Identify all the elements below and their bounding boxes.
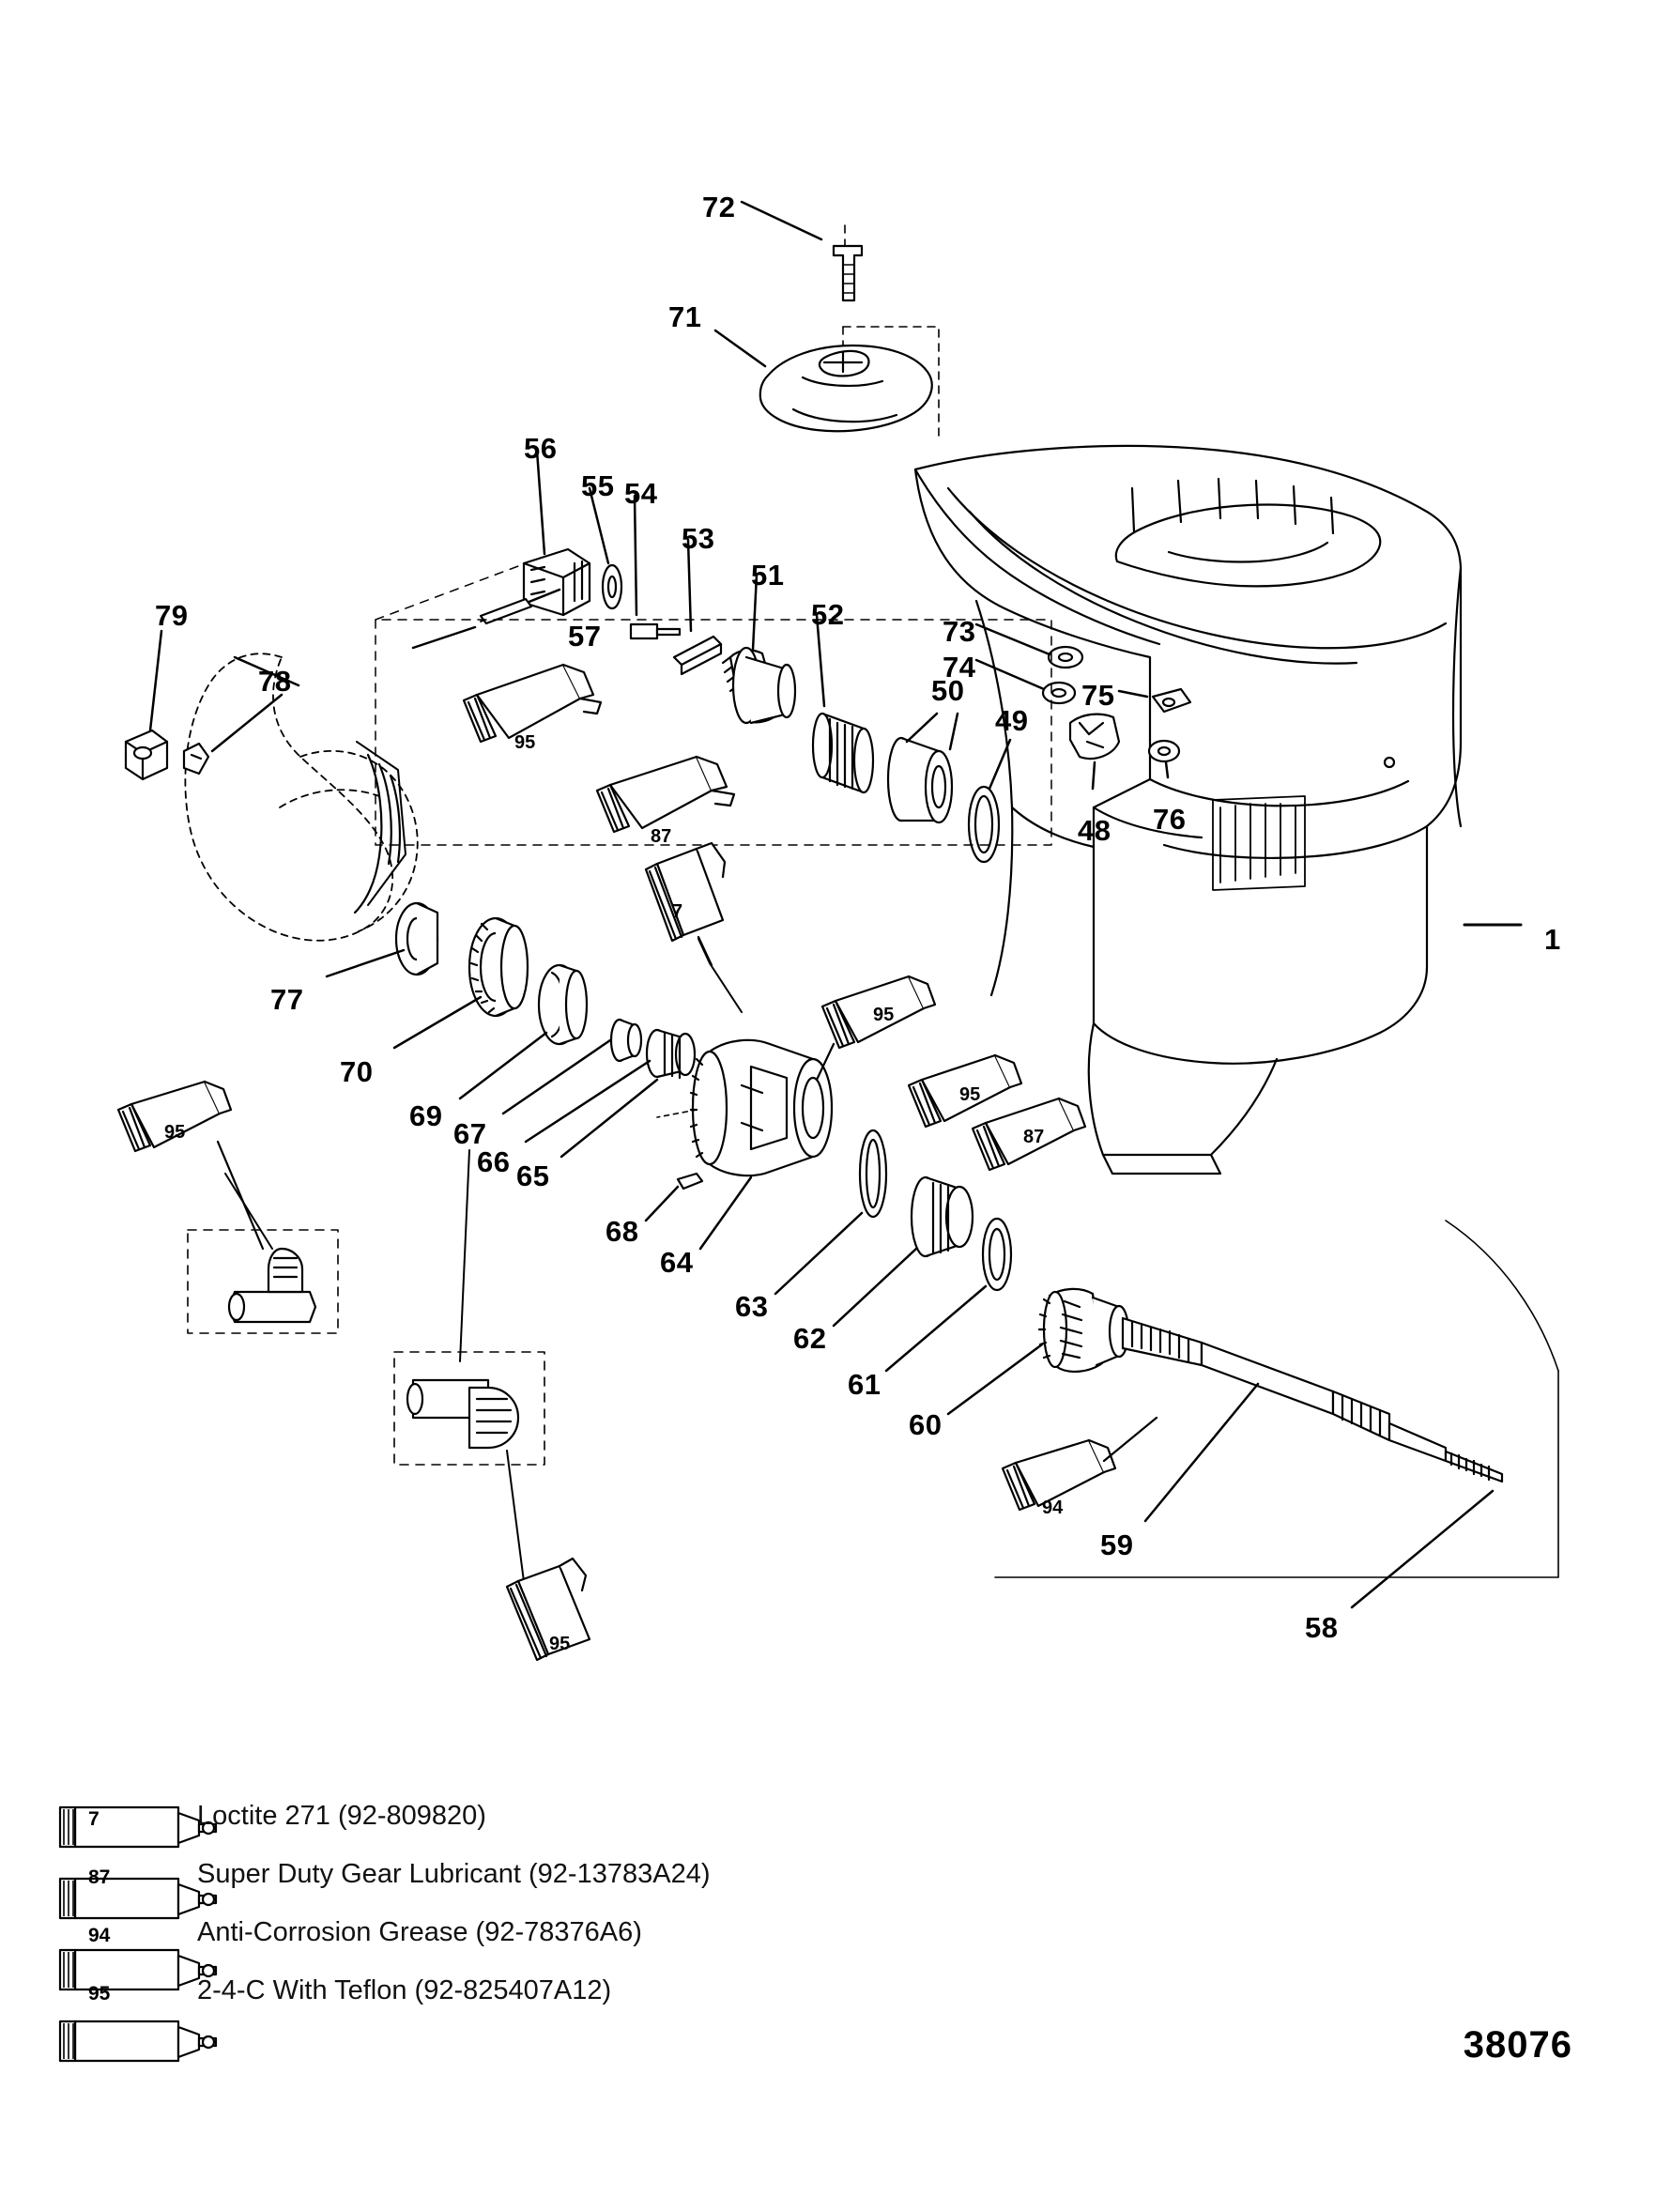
- shift-assembly-upper: [188, 1230, 338, 1333]
- bearing-62: [912, 1177, 973, 1256]
- callout-78: 78: [258, 665, 292, 698]
- tube-marker-95-d: 95: [164, 1122, 186, 1143]
- o-ring-49: [969, 787, 999, 862]
- callout-49: 49: [995, 704, 1029, 737]
- legend-text-95: 2-4-C With Teflon (92-825407A12): [197, 1975, 612, 2005]
- tube-marker-95-b: 95: [873, 1005, 895, 1025]
- lubricant-tube-95-d: [118, 1082, 263, 1249]
- washer-73: [1049, 647, 1082, 668]
- callout-76: 76: [1153, 803, 1187, 836]
- callout-79: 79: [155, 599, 189, 632]
- bearing-52: [813, 714, 873, 792]
- part-56: [524, 549, 590, 615]
- trim-tab-71: [760, 346, 932, 431]
- callout-71: 71: [668, 300, 702, 333]
- callout-62: 62: [793, 1322, 827, 1355]
- o-ring-63: [860, 1130, 886, 1217]
- part-57: [481, 599, 531, 623]
- callout-59: 59: [1100, 1528, 1134, 1561]
- callout-70: 70: [340, 1055, 374, 1088]
- tube-marker-95-e: 95: [549, 1634, 571, 1654]
- callout-52: 52: [811, 598, 845, 631]
- callout-56: 56: [524, 432, 558, 465]
- callout-61: 61: [848, 1368, 881, 1401]
- legend-row-94: [47, 1900, 1080, 1959]
- callout-63: 63: [735, 1290, 769, 1323]
- propeller-78: [185, 653, 417, 940]
- callout-48: 48: [1078, 814, 1111, 847]
- lubricant-tube-87-a: [597, 757, 734, 832]
- callout-55: 55: [581, 469, 615, 502]
- lubricant-tube-95-b: [817, 976, 935, 1080]
- legend-row-87: [47, 1842, 1080, 1900]
- legend-num-87: 87: [88, 1866, 111, 1888]
- legend-row-95: [47, 1959, 1080, 2017]
- callout-67: 67: [453, 1117, 487, 1150]
- tube-marker-87-a: 87: [651, 826, 672, 847]
- tube-marker-95-a: 95: [514, 732, 536, 753]
- lubricant-tube-95-a: [464, 665, 601, 742]
- callout-1: 1: [1544, 923, 1561, 956]
- bearing-66: [647, 1030, 695, 1078]
- callout-74: 74: [943, 651, 976, 684]
- callout-51: 51: [751, 559, 785, 591]
- thrust-hub-77: [396, 903, 437, 975]
- callout-58: 58: [1305, 1611, 1339, 1644]
- seal-61: [983, 1219, 1011, 1290]
- callout-69: 69: [409, 1099, 443, 1132]
- shift-assembly-lower: [394, 1352, 544, 1465]
- part-54: [631, 624, 680, 638]
- callout-50: 50: [931, 674, 965, 707]
- bearing-race-50: [888, 738, 952, 822]
- washer-74: [1043, 683, 1075, 703]
- tube-marker-95-c: 95: [959, 1084, 981, 1105]
- callout-66: 66: [477, 1145, 511, 1178]
- callout-77: 77: [270, 983, 304, 1016]
- part-53: [674, 637, 721, 674]
- callout-54: 54: [624, 477, 658, 510]
- callout-57: 57: [568, 620, 602, 653]
- callout-65: 65: [516, 1160, 550, 1192]
- clutch-assembly-64: [678, 1040, 832, 1189]
- callout-73: 73: [943, 615, 976, 648]
- callout-75: 75: [1081, 679, 1115, 712]
- screw-72: [834, 246, 862, 300]
- callout-72: 72: [702, 191, 736, 223]
- legend-num-94: 94: [88, 1925, 111, 1946]
- tube-marker-7: 7: [672, 901, 683, 922]
- lubricant-tube-95-e: [507, 1559, 590, 1660]
- figure-number: 38076: [1463, 2024, 1572, 2066]
- legend-text-87: Super Duty Gear Lubricant (92-13783A24): [197, 1859, 711, 1889]
- legend-tube-icon-95: [60, 2021, 216, 2061]
- lubricant-legend: [47, 1784, 1080, 2017]
- legend-row-7: [47, 1784, 1080, 1842]
- legend-num-95: 95: [88, 1983, 111, 2005]
- callout-64: 64: [660, 1246, 694, 1279]
- legend-text-94: Anti-Corrosion Grease (92-78376A6): [197, 1917, 642, 1947]
- tube-marker-94: 94: [1042, 1498, 1064, 1518]
- callout-68: 68: [606, 1215, 639, 1248]
- propeller-shaft-58: [1123, 1318, 1502, 1482]
- callout-60: 60: [909, 1408, 943, 1441]
- lubricant-tube-94: [1003, 1418, 1157, 1510]
- tube-marker-87-b: 87: [1023, 1127, 1045, 1147]
- anode-48: [1070, 714, 1119, 759]
- legend-text-7: Loctite 271 (92-809820): [197, 1801, 486, 1831]
- reverse-gear-60: [1039, 1289, 1128, 1372]
- callout-53: 53: [682, 522, 715, 555]
- splined-washer-70: [469, 918, 528, 1016]
- pinion-gear-51: [723, 648, 795, 723]
- lubricant-tube-7: [646, 843, 725, 965]
- nut-76: [1149, 741, 1179, 761]
- part-55: [603, 565, 621, 608]
- ring-67: [611, 1020, 641, 1061]
- legend-num-7: 7: [88, 1808, 100, 1830]
- prop-nut-79: [126, 730, 167, 779]
